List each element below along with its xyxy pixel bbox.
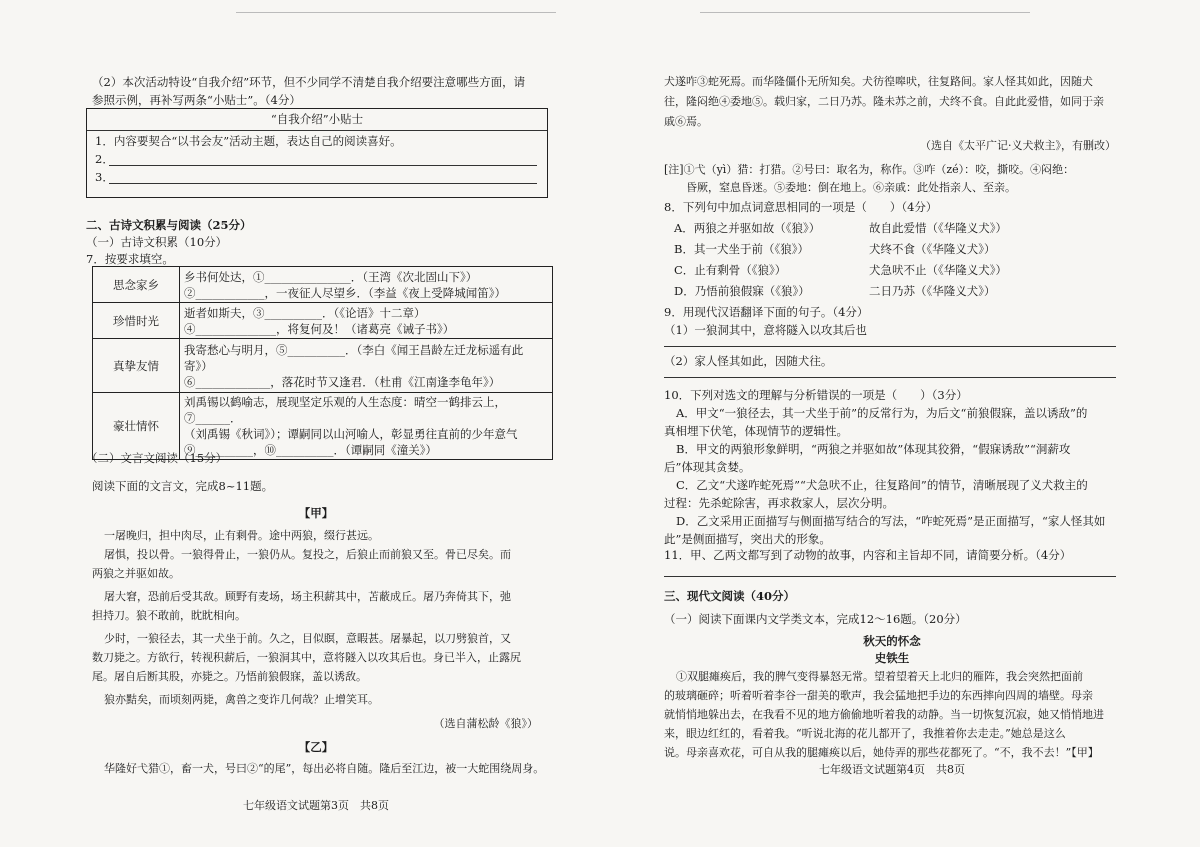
q10-option-b[interactable]: B．甲文的两狼形象鲜明，“两狼之并驱如故”体现其狡猾，“假寐诱敌”“洞薪攻 xyxy=(676,442,1071,456)
jia-paragraph: 尾。屠自后断其股，亦毙之。乃悟前狼假寐，盖以诱敌。 xyxy=(92,670,367,683)
q7-prompt: 7．按要求填空。 xyxy=(86,252,174,266)
yi-paragraph: 华隆好弋猎①，畜一犬，号曰②“的尾”，每出必将自随。隆后至江边，被一大蛇围绕周身。 xyxy=(104,762,545,775)
q2-line1: （2）本次活动特设“自我介绍”环节，但不少同学不清楚自我介绍要注意哪些方面，请 xyxy=(92,75,526,89)
reading-instruction: 阅读下面的文言文，完成8~11题。 xyxy=(92,479,274,493)
theme-cell: 豪壮情怀 xyxy=(93,393,180,460)
poem-line: ⑥_____________，落花时节又逢君．（杜甫《江南逢李龟年》） xyxy=(184,374,501,389)
essay-paragraph: 的玻璃砸碎；听着听着李谷一甜美的歌声，我会猛地把手边的东西摔向四周的墙壁。母亲 xyxy=(664,689,1093,702)
jia-paragraph: 屠大窘，恐前后受其敌。顾野有麦场，场主积薪其中，苫蔽成丘。屠乃奔倚其下，弛 xyxy=(104,590,511,603)
theme-cell: 真挚友情 xyxy=(93,339,180,393)
q9-prompt: 9．用现代汉语翻译下面的句子。（4分） xyxy=(664,305,869,319)
q8-option-a-right: 故自此爱惜（《华隆义犬》） xyxy=(869,221,1007,235)
essay-title: 秋天的怀念 xyxy=(863,634,921,648)
poem-fill-table xyxy=(92,266,553,460)
jia-paragraph: 狼亦黠矣，而顷刻两毙，禽兽之变诈几何哉？止增笑耳。 xyxy=(104,693,379,706)
section-3-title: 三、现代文阅读（40分） xyxy=(664,589,796,603)
tip-2: 2． xyxy=(95,152,114,166)
subsection-1-title: （一）古诗文积累（10分） xyxy=(86,235,228,249)
q10-option-d[interactable]: D．乙文采用正面描写与侧面描写结合的写法，“咋蛇死焉”是正面描写，“家人怪其如 xyxy=(676,514,1106,528)
jia-paragraph: 担持刀。狼不敢前，眈眈相向。 xyxy=(92,609,246,622)
jia-paragraph: 屠惧，投以骨。一狼得骨止，一狼仍从。复投之，后狼止而前狼又至。骨已尽矣。而 xyxy=(104,548,511,561)
poem-line: 寄》） xyxy=(184,358,213,373)
poem-line: 乡书何处达，①_______________．（王湾《次北固山下》） xyxy=(184,269,478,284)
essay-author: 史铁生 xyxy=(874,651,910,665)
poem-line: 刘禹锡以鹤喻志，展现坚定乐观的人生态度：晴空一鹤排云上，⑦______． xyxy=(184,395,506,425)
theme-cell: 思念家乡 xyxy=(93,267,180,303)
essay-paragraph: ①双腿瘫痪后，我的脾气变得暴怒无常。望着望着天上北归的雁阵，我会突然把面前 xyxy=(676,670,1083,683)
poem-line: ⑨__________，⑩__________．（谭嗣同《潼关》） xyxy=(184,443,437,457)
q9-2-answer-line[interactable] xyxy=(664,377,1116,378)
essay-paragraph: 说。母亲喜欢花，可自从我的腿瘫痪以后，她侍弄的那些花都死了。“不，我不去！”【甲】 xyxy=(664,746,1099,759)
q2-line2: 参照示例，再补写两条“小贴士”。（4分） xyxy=(92,93,301,107)
yi-paragraph: 戚⑥焉。 xyxy=(664,115,708,128)
q8-option-c-left[interactable]: C．止有剩骨（《狼》） xyxy=(674,263,787,277)
page-footer: 七年级语文试题第4页 共8页 xyxy=(819,763,965,776)
lines-cell[interactable] xyxy=(180,267,553,303)
yi-label: 【乙】 xyxy=(298,740,334,754)
poem-line: （刘禹锡《秋词》）；谭嗣同以山河喻人，彰显勇往直前的少年意气 xyxy=(184,427,518,441)
table-row xyxy=(93,339,553,393)
subsection-3-title: （一）阅读下面课内文学类文本，完成12～16题。（20分） xyxy=(664,612,967,626)
tip-3: 3． xyxy=(95,170,114,184)
table-row xyxy=(93,393,553,460)
jia-paragraph: 数刀毙之。方欲行，转视积薪后，一狼洞其中，意将隧入以攻其后也。身已半入，止露尻 xyxy=(92,651,521,664)
q9-sentence-2: （2）家人怪其如此，因随犬往。 xyxy=(664,354,833,368)
q8-option-a-left[interactable]: A．两狼之并驱如故（《狼》） xyxy=(674,221,821,235)
q8-option-c-right: 犬急吠不止（《华隆义犬》） xyxy=(869,263,1007,277)
tips-box xyxy=(86,108,548,198)
q10-option-b-cont: 后”体现其贪婪。 xyxy=(664,460,751,474)
section-2-title: 二、古诗文积累与阅读（25分） xyxy=(86,218,252,232)
q10-option-a[interactable]: A．甲文“一狼径去，其一犬坐于前”的反常行为，为后文“前狼假寐，盖以诱敌”的 xyxy=(676,406,1088,420)
yi-paragraph: 犬遂咋③蛇死焉。而华隆僵仆无所知矣。犬彷徨嗥吠，往复路间。家人怪其如此，因随犬 xyxy=(664,75,1093,88)
lines-cell[interactable] xyxy=(180,303,553,339)
q8-prompt: 8．下列句中加点词意思相同的一项是（ ）（4分） xyxy=(664,200,938,214)
tip-2-answer-line[interactable] xyxy=(109,165,537,166)
table-row xyxy=(93,267,553,303)
tip-3-answer-line[interactable] xyxy=(109,183,537,184)
q10-option-a-cont: 真相埋下伏笔，体现情节的逻辑性。 xyxy=(664,424,848,438)
lines-cell[interactable] xyxy=(180,393,553,460)
q9-1-answer-line[interactable] xyxy=(664,346,1116,347)
q8-option-b-right: 犬终不食（《华隆义犬》） xyxy=(869,242,996,256)
poem-line: 我寄愁心与明月，⑤__________．（李白《闻王昌龄左迁龙标遥有此 xyxy=(184,342,524,357)
q8-option-d-right: 二日乃苏（《华隆义犬》） xyxy=(869,284,996,298)
annotation: [注]①弋（yì）猎：打猎。②号曰：取名为，称作。③咋（zé）：咬，撕咬。④闷绝： xyxy=(664,163,1075,176)
annotation: 昏厥，窒息昏迷。⑤委地：倒在地上。⑥亲戚：此处指亲人、至亲。 xyxy=(686,181,1016,194)
q10-option-c[interactable]: C．乙文“犬遂咋蛇死焉”“犬急吠不止，往复路间”的情节，清晰展现了义犬救主的 xyxy=(676,478,1088,492)
yi-source: （选自《太平广记·义犬救主》，有删改） xyxy=(920,139,1116,152)
page-footer: 七年级语文试题第3页 共8页 xyxy=(243,799,389,812)
essay-paragraph: 来，眼边红红的，看着我。“听说北海的花儿都开了，我推着你去走走。”她总是这么 xyxy=(664,727,1066,740)
q10-option-c-cont: 过程：先杀蛇除害，再求救家人，层次分明。 xyxy=(664,496,894,510)
jia-paragraph: 少时，一狼径去，其一犬坐于前。久之，目似瞑，意暇甚。屠暴起，以刀劈狼首，又 xyxy=(104,632,511,645)
table-row xyxy=(93,303,553,339)
page-4 xyxy=(664,0,1120,847)
poem-line: 逝者如斯夫，③__________．（《论语》十二章） xyxy=(184,305,426,320)
poem-line: ④______________，将复何及！（诸葛亮《诫子书》） xyxy=(184,321,455,336)
page-3 xyxy=(86,0,546,847)
q11-prompt: 11．甲、乙两文都写到了动物的故事，内容和主旨却不同，请简要分析。（4分） xyxy=(664,548,1072,562)
q11-answer-line[interactable] xyxy=(664,576,1116,577)
poem-line: ②____________，一夜征人尽望乡．（李益《夜上受降城闻笛》） xyxy=(184,285,506,300)
jia-paragraph: 一屠晚归，担中肉尽，止有剩骨。途中两狼，缀行甚远。 xyxy=(104,529,379,542)
subsection-2-title: （二）文言文阅读（15分） xyxy=(86,451,228,465)
essay-paragraph: 就悄悄地躲出去，在我看不见的地方偷偷地听着我的动静。当一切恢复沉寂，她又悄悄地进 xyxy=(664,708,1104,721)
yi-paragraph: 往，隆闷绝④委地⑤。载归家，二日乃苏。隆未苏之前，犬终不食。自此此爱惜，如同于亲 xyxy=(664,95,1104,108)
q8-option-d-left[interactable]: D．乃悟前狼假寐（《狼》） xyxy=(674,284,810,298)
tip-1: 1．内容要契合“以书会友”活动主题，表达自己的阅读喜好。 xyxy=(95,134,402,148)
lines-cell[interactable] xyxy=(180,339,553,393)
theme-cell: 珍惜时光 xyxy=(93,303,180,339)
jia-paragraph: 两狼之并驱如故。 xyxy=(92,567,180,580)
q10-prompt: 10．下列对选文的理解与分析错误的一项是（ ）（3分） xyxy=(664,388,968,402)
q8-option-b-left[interactable]: B．其一犬坐于前（《狼》） xyxy=(674,242,809,256)
jia-label: 【甲】 xyxy=(298,506,334,520)
q10-option-d-cont: 此”是侧面描写，突出犬的形象。 xyxy=(664,532,831,546)
tips-title: “自我介绍”小贴士 xyxy=(270,112,364,126)
jia-source: （选自蒲松龄《狼》） xyxy=(433,717,538,730)
q9-sentence-1: （1）一狼洞其中，意将隧入以攻其后也 xyxy=(664,323,867,337)
